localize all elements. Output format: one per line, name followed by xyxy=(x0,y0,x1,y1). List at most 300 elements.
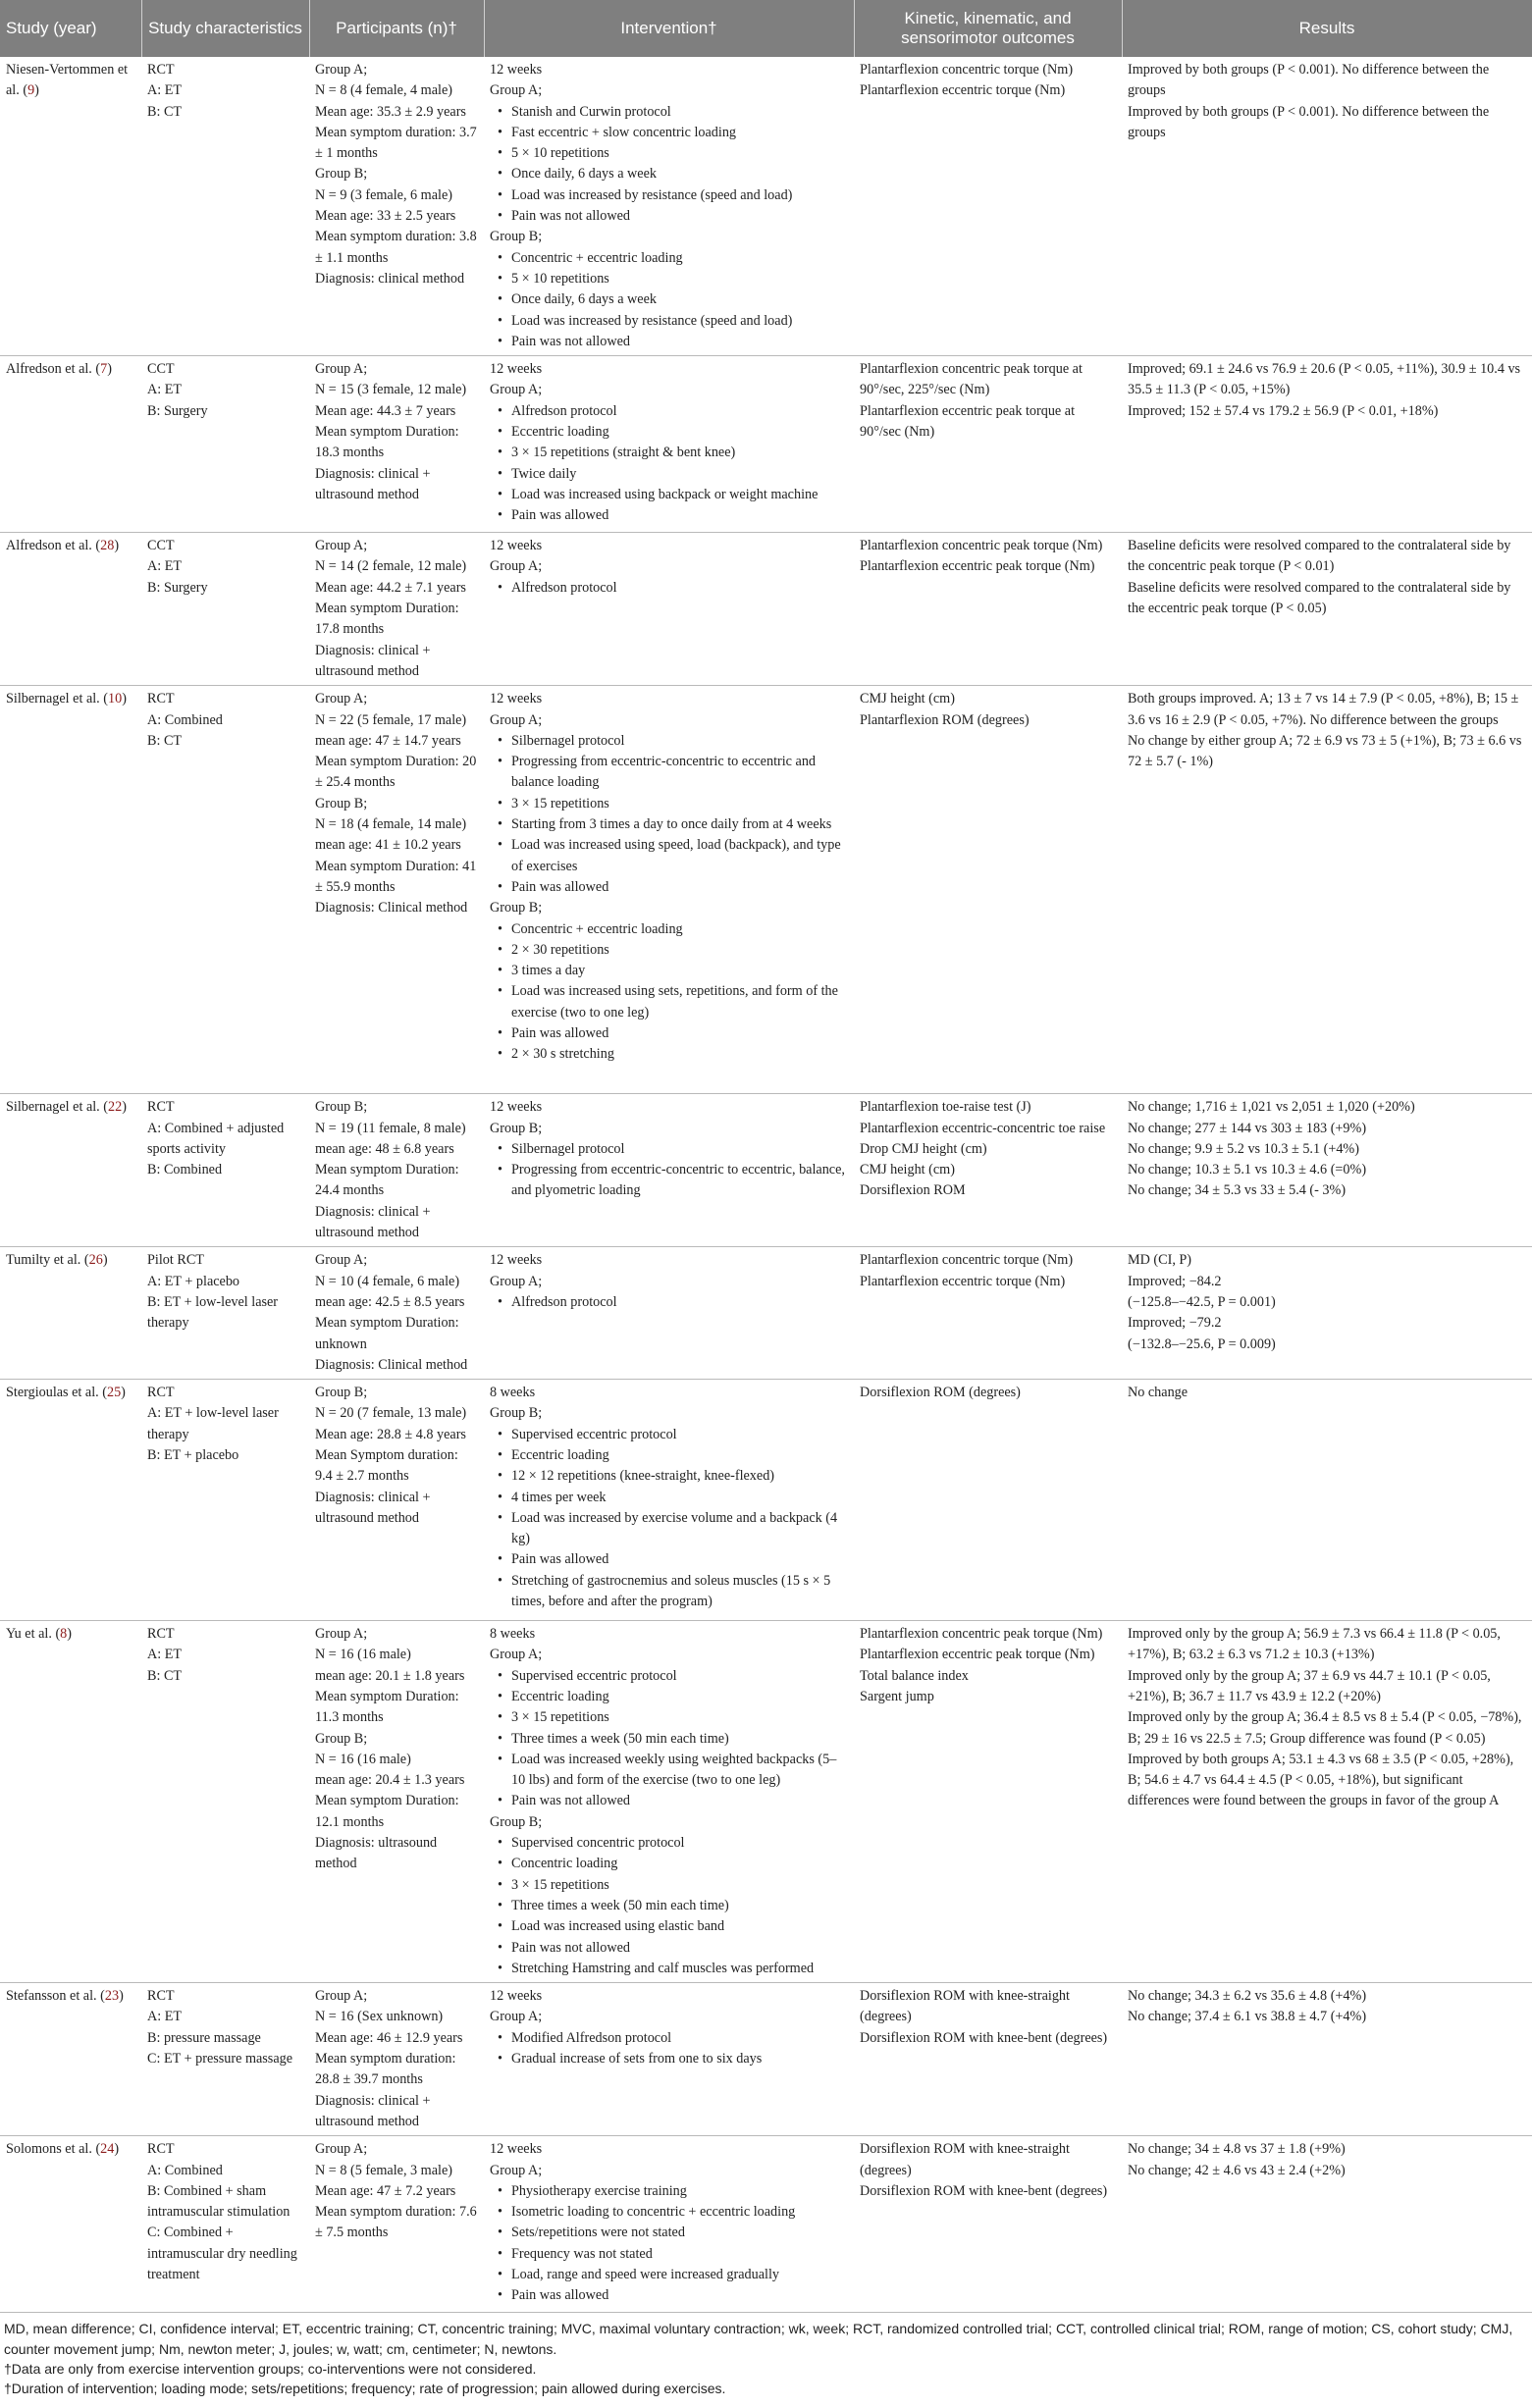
participant-line: N = 20 (7 female, 13 male) xyxy=(315,1405,467,1422)
outcome-line: Plantarflexion eccentric torque (Nm) xyxy=(860,1273,1066,1289)
characteristic-line: A: ET xyxy=(147,82,183,99)
intervention-bullet: • 2 × 30 s stretching xyxy=(490,1044,848,1065)
intervention-bullet: • Stanish and Curwin protocol xyxy=(490,102,848,123)
outcomes-cell xyxy=(854,686,1122,1094)
participant-line: Group B; xyxy=(315,1099,368,1116)
participant-line: Group B; xyxy=(315,1385,368,1401)
intervention-bullet: • Progressing from eccentric-concentric to eccentric, balance, and plyometric loading xyxy=(490,1160,848,1202)
reference-number: 10 xyxy=(108,691,123,707)
characteristic-line: A: ET + placebo xyxy=(147,1273,240,1289)
outcome-line: Plantarflexion eccentric peak torque at 90°/sec (Nm) xyxy=(860,402,1076,441)
participant-line: Mean symptom Duration: 17.8 months xyxy=(315,601,459,638)
intervention-bullet: • Supervised concentric protocol xyxy=(490,1833,848,1854)
outcomes-cell xyxy=(854,1983,1122,2136)
participant-line: Mean symptom duration: 3.8 ± 1.1 months xyxy=(315,229,477,266)
intervention-bullet: • Eccentric loading xyxy=(490,1445,848,1466)
characteristics-cell xyxy=(141,57,309,356)
outcome-line: Plantarflexion eccentric-concentric toe raise xyxy=(860,1120,1106,1136)
intervention-bullet: • Progressing from eccentric-concentric to eccentric and balance loading xyxy=(490,752,848,794)
intervention-line: 12 weeks xyxy=(490,1988,543,2005)
participant-line: Group A; xyxy=(315,62,368,78)
participant-line: mean age: 48 ± 6.8 years xyxy=(315,1140,454,1157)
study-cell: Niesen-Vertommen et al. (9) xyxy=(0,57,141,356)
header-row xyxy=(0,0,1532,57)
participant-line: Group A; xyxy=(315,538,368,554)
results-cell xyxy=(1122,1380,1532,1621)
participants-cell xyxy=(309,533,484,686)
study-cell: Alfredson et al. (28) xyxy=(0,533,141,686)
results-cell xyxy=(1122,686,1532,1094)
participants-cell xyxy=(309,1247,484,1380)
result-line: No change; 9.9 ± 5.2 vs 10.3 ± 5.1 (+4%) xyxy=(1128,1140,1359,1157)
participant-line: Mean symptom duration: 7.6 ± 7.5 months xyxy=(315,2204,477,2241)
characteristic-line: C: Combined + intramuscular dry needling treatment xyxy=(147,2225,297,2282)
study-name: Alfredson et al. xyxy=(6,538,92,554)
intervention-line: Group A; xyxy=(490,2162,543,2178)
characteristics-cell xyxy=(141,1983,309,2136)
participant-line: Diagnosis: clinical + ultrasound method xyxy=(315,465,431,502)
intervention-bullet: • Three times a week (50 min each time) xyxy=(490,1896,848,1916)
intervention-bullet: • 5 × 10 repetitions xyxy=(490,143,848,164)
participant-line: Mean symptom Duration: unknown xyxy=(315,1315,459,1352)
reference-number: 8 xyxy=(60,1626,68,1643)
participant-line: N = 8 (4 female, 4 male) xyxy=(315,82,452,99)
outcomes-cell xyxy=(854,533,1122,686)
characteristic-line: A: ET xyxy=(147,558,183,575)
characteristic-line: B: Combined + sham intramuscular stimulation xyxy=(147,2182,291,2221)
result-line: No change; 10.3 ± 5.1 vs 10.3 ± 4.6 (=0%) xyxy=(1128,1162,1367,1178)
results-cell xyxy=(1122,356,1532,533)
intervention-bullet: • Eccentric loading xyxy=(490,1687,848,1707)
participant-line: Mean age: 46 ± 12.9 years xyxy=(315,2029,463,2046)
participant-line: Mean symptom Duration: 11.3 months xyxy=(315,1688,459,1726)
participant-line: Mean age: 44.2 ± 7.1 years xyxy=(315,579,466,596)
intervention-line: 12 weeks xyxy=(490,1099,543,1116)
table-footnotes xyxy=(0,2313,1532,2398)
intervention-cell xyxy=(484,57,854,356)
participant-line: N = 9 (3 female, 6 male) xyxy=(315,186,452,203)
study-name: Silbernagel et al. xyxy=(6,691,100,707)
participant-line: Diagnosis: clinical + ultrasound method xyxy=(315,1489,431,1526)
result-line: Improved only by the group A; 36.4 ± 8.5 vs 8 ± 5.4 (P < 0.05, −78%), B; 29 ± 16 vs 22.5 ± 7.5; Group difference was found (P < 0.05) xyxy=(1128,1709,1522,1747)
intervention-bullet: • 2 × 30 repetitions xyxy=(490,940,848,961)
intervention-bullet: • Silbernagel protocol xyxy=(490,731,848,752)
outcomes-cell xyxy=(854,1380,1122,1621)
intervention-bullet: • Pain was not allowed xyxy=(490,206,848,227)
result-line: No change xyxy=(1128,1385,1189,1401)
study-name: Niesen-Vertommen et al. xyxy=(6,62,129,99)
participant-line: Diagnosis: ultrasound method xyxy=(315,1835,438,1872)
intervention-bullet: • Load was increased using sets, repetitions, and form of the exercise (two to one leg) xyxy=(490,981,848,1023)
intervention-line: 12 weeks xyxy=(490,62,543,78)
participant-line: Mean age: 33 ± 2.5 years xyxy=(315,208,456,225)
header-participants: Participants (n)† xyxy=(309,0,484,57)
characteristic-line: B: CT xyxy=(147,1667,183,1684)
participant-line: Diagnosis: clinical + ultrasound method xyxy=(315,642,431,679)
footnote-intervention: †Duration of intervention; loading mode; sets/repetitions; frequency; rate of progression; pain allowed during exercises. xyxy=(4,2381,726,2397)
outcomes-cell xyxy=(854,2136,1122,2313)
study-cell: Stergioulas et al. (25) xyxy=(0,1380,141,1621)
result-line: No change; 37.4 ± 6.1 vs 38.8 ± 4.7 (+4%) xyxy=(1128,2009,1367,2025)
participants-cell xyxy=(309,1983,484,2136)
outcomes-cell xyxy=(854,356,1122,533)
result-line: Baseline deficits were resolved compared to the contralateral side by the eccentric peak torque (P < 0.05) xyxy=(1128,579,1511,617)
intervention-cell xyxy=(484,1983,854,2136)
intervention-line: 12 weeks xyxy=(490,691,543,707)
header-characteristics: Study characteristics xyxy=(141,0,309,57)
outcome-line: Drop CMJ height (cm) xyxy=(860,1140,987,1157)
characteristics-cell xyxy=(141,356,309,533)
result-line: Improved only by the group A; 37 ± 6.9 vs 44.7 ± 10.1 (P < 0.05, +21%), B; 36.7 ± 11.7 vs 43.9 ± 12.2 (+20%) xyxy=(1128,1667,1491,1704)
intervention-bullet: • Eccentric loading xyxy=(490,422,848,443)
intervention-bullet: • Once daily, 6 days a week xyxy=(490,164,848,184)
table-row xyxy=(0,533,1532,686)
study-cell: Stefansson et al. (23) xyxy=(0,1983,141,2136)
intervention-bullet: • Concentric + eccentric loading xyxy=(490,919,848,940)
outcome-line: Dorsiflexion ROM with knee-bent (degrees) xyxy=(860,2029,1108,2046)
results-cell xyxy=(1122,533,1532,686)
outcome-line: Dorsiflexion ROM xyxy=(860,1182,966,1199)
result-line: Improved by both groups (P < 0.001). No difference between the groups xyxy=(1128,103,1490,140)
reference-number: 24 xyxy=(100,2141,115,2158)
intervention-cell xyxy=(484,356,854,533)
intervention-line: Group A; xyxy=(490,2009,543,2025)
characteristics-cell xyxy=(141,686,309,1094)
intervention-bullet: • Frequency was not stated xyxy=(490,2244,848,2265)
outcome-line: Plantarflexion eccentric peak torque (Nm) xyxy=(860,558,1095,575)
result-line: Baseline deficits were resolved compared to the contralateral side by the concentric peak torque (P < 0.01) xyxy=(1128,538,1511,575)
reference-number: 28 xyxy=(100,538,115,554)
characteristic-line: RCT xyxy=(147,2141,175,2158)
participant-line: N = 19 (11 female, 8 male) xyxy=(315,1120,466,1136)
outcome-line: Plantarflexion concentric torque (Nm) xyxy=(860,62,1074,78)
intervention-bullet: • 3 × 15 repetitions xyxy=(490,1875,848,1896)
participant-line: Mean symptom Duration: 18.3 months xyxy=(315,424,459,461)
participant-line: Group A; xyxy=(315,1626,368,1643)
intervention-bullet: • Fast eccentric + slow concentric loading xyxy=(490,123,848,143)
header-outcomes: Kinetic, kinematic, and sensorimotor outcomes xyxy=(854,0,1122,57)
intervention-bullet: • 3 × 15 repetitions (straight & bent knee) xyxy=(490,443,848,463)
footnote-data-source: †Data are only from exercise intervention groups; co-interventions were not considered. xyxy=(4,2360,537,2377)
characteristic-line: B: Combined xyxy=(147,1162,223,1178)
participant-line: N = 16 (16 male) xyxy=(315,1647,411,1663)
participant-line: Diagnosis: clinical method xyxy=(315,270,465,287)
results-cell xyxy=(1122,57,1532,356)
intervention-line: Group A; xyxy=(490,711,543,728)
participant-line: Mean symptom Duration: 12.1 months xyxy=(315,1793,459,1830)
characteristic-line: B: ET + low-level laser therapy xyxy=(147,1293,279,1332)
study-name: Yu et al. xyxy=(6,1626,52,1643)
intervention-bullet: • Load was increased by resistance (speed and load) xyxy=(490,311,848,332)
outcome-line: Plantarflexion concentric peak torque (Nm) xyxy=(860,1626,1103,1643)
intervention-cell xyxy=(484,1247,854,1380)
study-name: Stergioulas et al. xyxy=(6,1385,99,1401)
study-cell: Solomons et al. (24) xyxy=(0,2136,141,2313)
participant-line: Group A; xyxy=(315,691,368,707)
table-row xyxy=(0,57,1532,356)
intervention-line: 12 weeks xyxy=(490,538,543,554)
outcome-line: Plantarflexion eccentric peak torque (Nm) xyxy=(860,1647,1095,1663)
intervention-bullet: • 3 × 15 repetitions xyxy=(490,794,848,814)
participant-line: Group B; xyxy=(315,166,368,183)
participant-line: Group A; xyxy=(315,1988,368,2005)
intervention-bullet: • Pain was not allowed xyxy=(490,1938,848,1959)
intervention-bullet: • Pain was allowed xyxy=(490,1549,848,1570)
characteristic-line: A: ET xyxy=(147,2009,183,2025)
intervention-bullet: • Load was increased using backpack or weight machine xyxy=(490,485,848,505)
result-line: No change; 42 ± 4.6 vs 43 ± 2.4 (+2%) xyxy=(1128,2162,1346,2178)
intervention-bullet: • Load was increased weekly using weighted backpacks (5–10 lbs) and form of the exercise (two to one leg) xyxy=(490,1750,848,1792)
participant-line: Mean age: 44.3 ± 7 years xyxy=(315,402,456,419)
intervention-bullet: • Load was increased using elastic band xyxy=(490,1916,848,1937)
header-study: Study (year) xyxy=(0,0,141,57)
participants-cell xyxy=(309,2136,484,2313)
table-row xyxy=(0,1094,1532,1247)
intervention-bullet: • Load was increased using speed, load (backpack), and type of exercises xyxy=(490,835,848,877)
outcomes-cell xyxy=(854,57,1122,356)
characteristic-line: A: Combined xyxy=(147,2162,223,2178)
table-row xyxy=(0,1380,1532,1621)
participants-cell xyxy=(309,1094,484,1247)
participant-line: Diagnosis: clinical + ultrasound method xyxy=(315,1203,431,1241)
reference-number: 26 xyxy=(88,1252,103,1269)
participant-line: Group A; xyxy=(315,2141,368,2158)
participant-line: N = 16 (Sex unknown) xyxy=(315,2009,444,2025)
outcomes-cell xyxy=(854,1247,1122,1380)
intervention-bullet: • Modified Alfredson protocol xyxy=(490,2028,848,2049)
characteristic-line: B: CT xyxy=(147,732,183,749)
intervention-bullet: • Supervised eccentric protocol xyxy=(490,1425,848,1445)
participant-line: Mean symptom Duration: 20 ± 25.4 months xyxy=(315,754,477,791)
participant-line: mean age: 20.4 ± 1.3 years xyxy=(315,1772,465,1789)
intervention-bullet: • Silbernagel protocol xyxy=(490,1139,848,1160)
header-results: Results xyxy=(1122,0,1532,57)
result-line: Improved; −84.2 xyxy=(1128,1273,1222,1289)
outcome-line: Dorsiflexion ROM with knee-straight (degrees) xyxy=(860,1988,1070,2025)
results-cell xyxy=(1122,2136,1532,2313)
table-row xyxy=(0,356,1532,533)
intervention-bullet: • Starting from 3 times a day to once daily from at 4 weeks xyxy=(490,814,848,835)
characteristic-line: Pilot RCT xyxy=(147,1252,204,1269)
characteristic-line: A: ET xyxy=(147,1647,183,1663)
intervention-bullet: • Physiotherapy exercise training xyxy=(490,2181,848,2202)
characteristic-line: B: ET + placebo xyxy=(147,1446,239,1463)
outcome-line: CMJ height (cm) xyxy=(860,691,955,707)
reference-number: 9 xyxy=(27,82,35,99)
intervention-bullet: • Stretching Hamstring and calf muscles was performed xyxy=(490,1959,848,1979)
intervention-bullet: • Pain was allowed xyxy=(490,1023,848,1044)
intervention-bullet: • Pain was allowed xyxy=(490,2285,848,2306)
characteristic-line: RCT xyxy=(147,62,175,78)
participant-line: N = 14 (2 female, 12 male) xyxy=(315,558,467,575)
characteristic-line: B: Surgery xyxy=(147,402,208,419)
intervention-bullet: • 3 times a day xyxy=(490,961,848,981)
intervention-bullet: • Supervised eccentric protocol xyxy=(490,1666,848,1687)
outcome-line: Plantarflexion concentric torque (Nm) xyxy=(860,1252,1074,1269)
study-name: Alfredson et al. xyxy=(6,361,92,378)
characteristic-line: A: Combined xyxy=(147,711,223,728)
participant-line: N = 18 (4 female, 14 male) xyxy=(315,816,467,833)
table-row xyxy=(0,2136,1532,2313)
intervention-bullet: • Alfredson protocol xyxy=(490,578,848,599)
study-cell: Alfredson et al. (7) xyxy=(0,356,141,533)
footnote-abbreviations: MD, mean difference; CI, confidence interval; ET, eccentric training; CT, concentric training; MVC, maximal voluntary contraction; wk, week; RCT, randomized controlled trial; CCT, controlled clinical trial; ROM, range of motion; CS, cohort study; CMJ, counter movement jump; Nm, newton meter; J, joules; w, watt; cm, centimeter; N, newtons. xyxy=(4,2321,1513,2357)
participant-line: Mean age: 47 ± 7.2 years xyxy=(315,2182,456,2199)
study-name: Solomons et al. xyxy=(6,2141,92,2158)
characteristic-line: RCT xyxy=(147,1385,175,1401)
intervention-cell xyxy=(484,1380,854,1621)
table-row xyxy=(0,1621,1532,1983)
participant-line: N = 16 (16 male) xyxy=(315,1751,411,1767)
participant-line: Mean symptom Duration: 24.4 months xyxy=(315,1162,459,1199)
participant-line: Mean age: 28.8 ± 4.8 years xyxy=(315,1426,466,1442)
outcome-line: Dorsiflexion ROM with knee-bent (degrees) xyxy=(860,2182,1108,2199)
intervention-bullet: • Sets/repetitions were not stated xyxy=(490,2223,848,2243)
result-line: No change; 1,716 ± 1,021 vs 2,051 ± 1,020 (+20%) xyxy=(1128,1099,1415,1116)
result-line: Improved; −79.2 xyxy=(1128,1315,1222,1332)
participant-line: Group B; xyxy=(315,1730,368,1747)
outcome-line: Sargent jump xyxy=(860,1688,934,1704)
outcome-line: Total balance index xyxy=(860,1667,969,1684)
result-line: Improved by both groups (P < 0.001). No difference between the groups xyxy=(1128,62,1490,99)
result-line: No change; 34 ± 5.3 vs 33 ± 5.4 (- 3%) xyxy=(1128,1182,1347,1199)
intervention-bullet: • Load was increased by exercise volume and a backpack (4 kg) xyxy=(490,1508,848,1550)
intervention-bullet: • Load, range and speed were increased gradually xyxy=(490,2265,848,2285)
table-row xyxy=(0,686,1532,1094)
intervention-line: Group B; xyxy=(490,1813,543,1830)
intervention-line: 12 weeks xyxy=(490,1252,543,1269)
reference-number: 25 xyxy=(106,1385,122,1401)
header-intervention: Intervention† xyxy=(484,0,854,57)
intervention-line: 12 weeks xyxy=(490,2141,543,2158)
result-line: No change; 277 ± 144 vs 303 ± 183 (+9%) xyxy=(1128,1120,1367,1136)
study-name: Stefansson et al. xyxy=(6,1988,97,2005)
intervention-line: Group A; xyxy=(490,82,543,99)
characteristics-cell xyxy=(141,1621,309,1983)
characteristic-line: C: ET + pressure massage xyxy=(147,2051,293,2068)
participant-line: Mean age: 35.3 ± 2.9 years xyxy=(315,103,466,120)
participants-cell xyxy=(309,1621,484,1983)
result-line: Improved only by the group A; 56.9 ± 7.3 vs 66.4 ± 11.8 (P < 0.05, +17%), B; 63.2 ± 6.3 vs 71.2 ± 10.3 (+13%) xyxy=(1128,1626,1501,1663)
intervention-bullet: • 4 times per week xyxy=(490,1488,848,1508)
intervention-bullet: • 12 × 12 repetitions (knee-straight, knee-flexed) xyxy=(490,1466,848,1487)
outcome-line: Plantarflexion concentric peak torque at 90°/sec, 225°/sec (Nm) xyxy=(860,361,1083,398)
characteristic-line: RCT xyxy=(147,691,175,707)
outcome-line: Plantarflexion concentric peak torque (Nm) xyxy=(860,538,1103,554)
outcome-line: Dorsiflexion ROM (degrees) xyxy=(860,1385,1021,1401)
result-line: (−132.8–−25.6, P = 0.009) xyxy=(1128,1335,1276,1352)
characteristic-line: A: ET + low-level laser therapy xyxy=(147,1405,279,1442)
participants-cell xyxy=(309,356,484,533)
participant-line: Diagnosis: clinical + ultrasound method xyxy=(315,2092,431,2129)
intervention-bullet: • Pain was not allowed xyxy=(490,1791,848,1811)
characteristic-line: RCT xyxy=(147,1626,175,1643)
intervention-bullet: • Stretching of gastrocnemius and soleus muscles (15 s × 5 times, before and after the program) xyxy=(490,1571,848,1613)
participants-cell xyxy=(309,1380,484,1621)
result-line: Improved; 152 ± 57.4 vs 179.2 ± 56.9 (P < 0.01, +18%) xyxy=(1128,402,1439,419)
intervention-line: 8 weeks xyxy=(490,1385,536,1401)
intervention-bullet: • Pain was not allowed xyxy=(490,332,848,352)
study-name: Tumilty et al. xyxy=(6,1252,81,1269)
intervention-bullet: • Concentric loading xyxy=(490,1854,848,1874)
intervention-cell xyxy=(484,1621,854,1983)
intervention-line: Group B; xyxy=(490,1120,543,1136)
table-row xyxy=(0,1247,1532,1380)
intervention-bullet: • Twice daily xyxy=(490,464,848,485)
intervention-bullet: • Isometric loading to concentric + eccentric loading xyxy=(490,2202,848,2223)
results-cell xyxy=(1122,1983,1532,2136)
characteristic-line: B: pressure massage xyxy=(147,2029,261,2046)
participant-line: Group B; xyxy=(315,795,368,811)
participant-line: mean age: 20.1 ± 1.8 years xyxy=(315,1667,465,1684)
intervention-cell xyxy=(484,2136,854,2313)
intervention-line: Group B; xyxy=(490,900,543,916)
study-cell: Silbernagel et al. (10) xyxy=(0,686,141,1094)
characteristic-line: CCT xyxy=(147,538,175,554)
study-cell: Yu et al. (8) xyxy=(0,1621,141,1983)
participant-line: mean age: 42.5 ± 8.5 years xyxy=(315,1293,465,1310)
intervention-bullet: • Concentric + eccentric loading xyxy=(490,248,848,269)
participant-line: mean age: 47 ± 14.7 years xyxy=(315,732,461,749)
intervention-bullet: • Three times a week (50 min each time) xyxy=(490,1729,848,1750)
intervention-line: 8 weeks xyxy=(490,1626,536,1643)
participant-line: N = 15 (3 female, 12 male) xyxy=(315,382,467,398)
outcome-line: CMJ height (cm) xyxy=(860,1162,955,1178)
result-line: No change by either group A; 72 ± 6.9 vs 73 ± 5 (+1%), B; 73 ± 6.6 vs 72 ± 5.7 (- 1%) xyxy=(1128,732,1522,770)
outcome-line: Dorsiflexion ROM with knee-straight (degrees) xyxy=(860,2141,1070,2178)
intervention-line: Group A; xyxy=(490,558,543,575)
characteristics-cell xyxy=(141,1094,309,1247)
outcomes-cell xyxy=(854,1094,1122,1247)
intervention-bullet: • Alfredson protocol xyxy=(490,401,848,422)
outcomes-cell xyxy=(854,1621,1122,1983)
intervention-bullet: • Pain was allowed xyxy=(490,877,848,898)
outcome-line: Plantarflexion ROM (degrees) xyxy=(860,711,1030,728)
characteristic-line: CCT xyxy=(147,361,175,378)
outcome-line: Plantarflexion eccentric torque (Nm) xyxy=(860,82,1066,99)
results-cell xyxy=(1122,1621,1532,1983)
characteristic-line: A: ET xyxy=(147,382,183,398)
characteristic-line: RCT xyxy=(147,1988,175,2005)
intervention-bullet: • Alfredson protocol xyxy=(490,1292,848,1313)
intervention-bullet: • Load was increased by resistance (speed and load) xyxy=(490,185,848,206)
result-line: No change; 34.3 ± 6.2 vs 35.6 ± 4.8 (+4%) xyxy=(1128,1988,1367,2005)
participant-line: Group A; xyxy=(315,1252,368,1269)
reference-number: 22 xyxy=(108,1099,123,1116)
participant-line: Mean Symptom duration: 9.4 ± 2.7 months xyxy=(315,1446,458,1485)
results-cell xyxy=(1122,1094,1532,1247)
characteristic-line: B: Surgery xyxy=(147,579,208,596)
participant-line: mean age: 41 ± 10.2 years xyxy=(315,837,461,854)
intervention-line: Group A; xyxy=(490,382,543,398)
intervention-bullet: • 3 × 15 repetitions xyxy=(490,1707,848,1728)
intervention-cell xyxy=(484,1094,854,1247)
study-cell: Silbernagel et al. (22) xyxy=(0,1094,141,1247)
participant-line: N = 10 (4 female, 6 male) xyxy=(315,1273,460,1289)
result-line: MD (CI, P) xyxy=(1128,1252,1192,1269)
intervention-line: Group B; xyxy=(490,1405,543,1422)
participants-cell xyxy=(309,686,484,1094)
participant-line: Mean symptom Duration: 41 ± 55.9 months xyxy=(315,858,477,895)
participant-line: N = 8 (5 female, 3 male) xyxy=(315,2162,452,2178)
characteristics-cell xyxy=(141,1247,309,1380)
intervention-cell xyxy=(484,686,854,1094)
result-line: (−125.8–−42.5, P = 0.001) xyxy=(1128,1293,1276,1310)
intervention-line: Group A; xyxy=(490,1647,543,1663)
participant-line: Group A; xyxy=(315,361,368,378)
intervention-line: 12 weeks xyxy=(490,361,543,378)
characteristic-line: A: Combined + adjusted sports activity xyxy=(147,1120,285,1157)
